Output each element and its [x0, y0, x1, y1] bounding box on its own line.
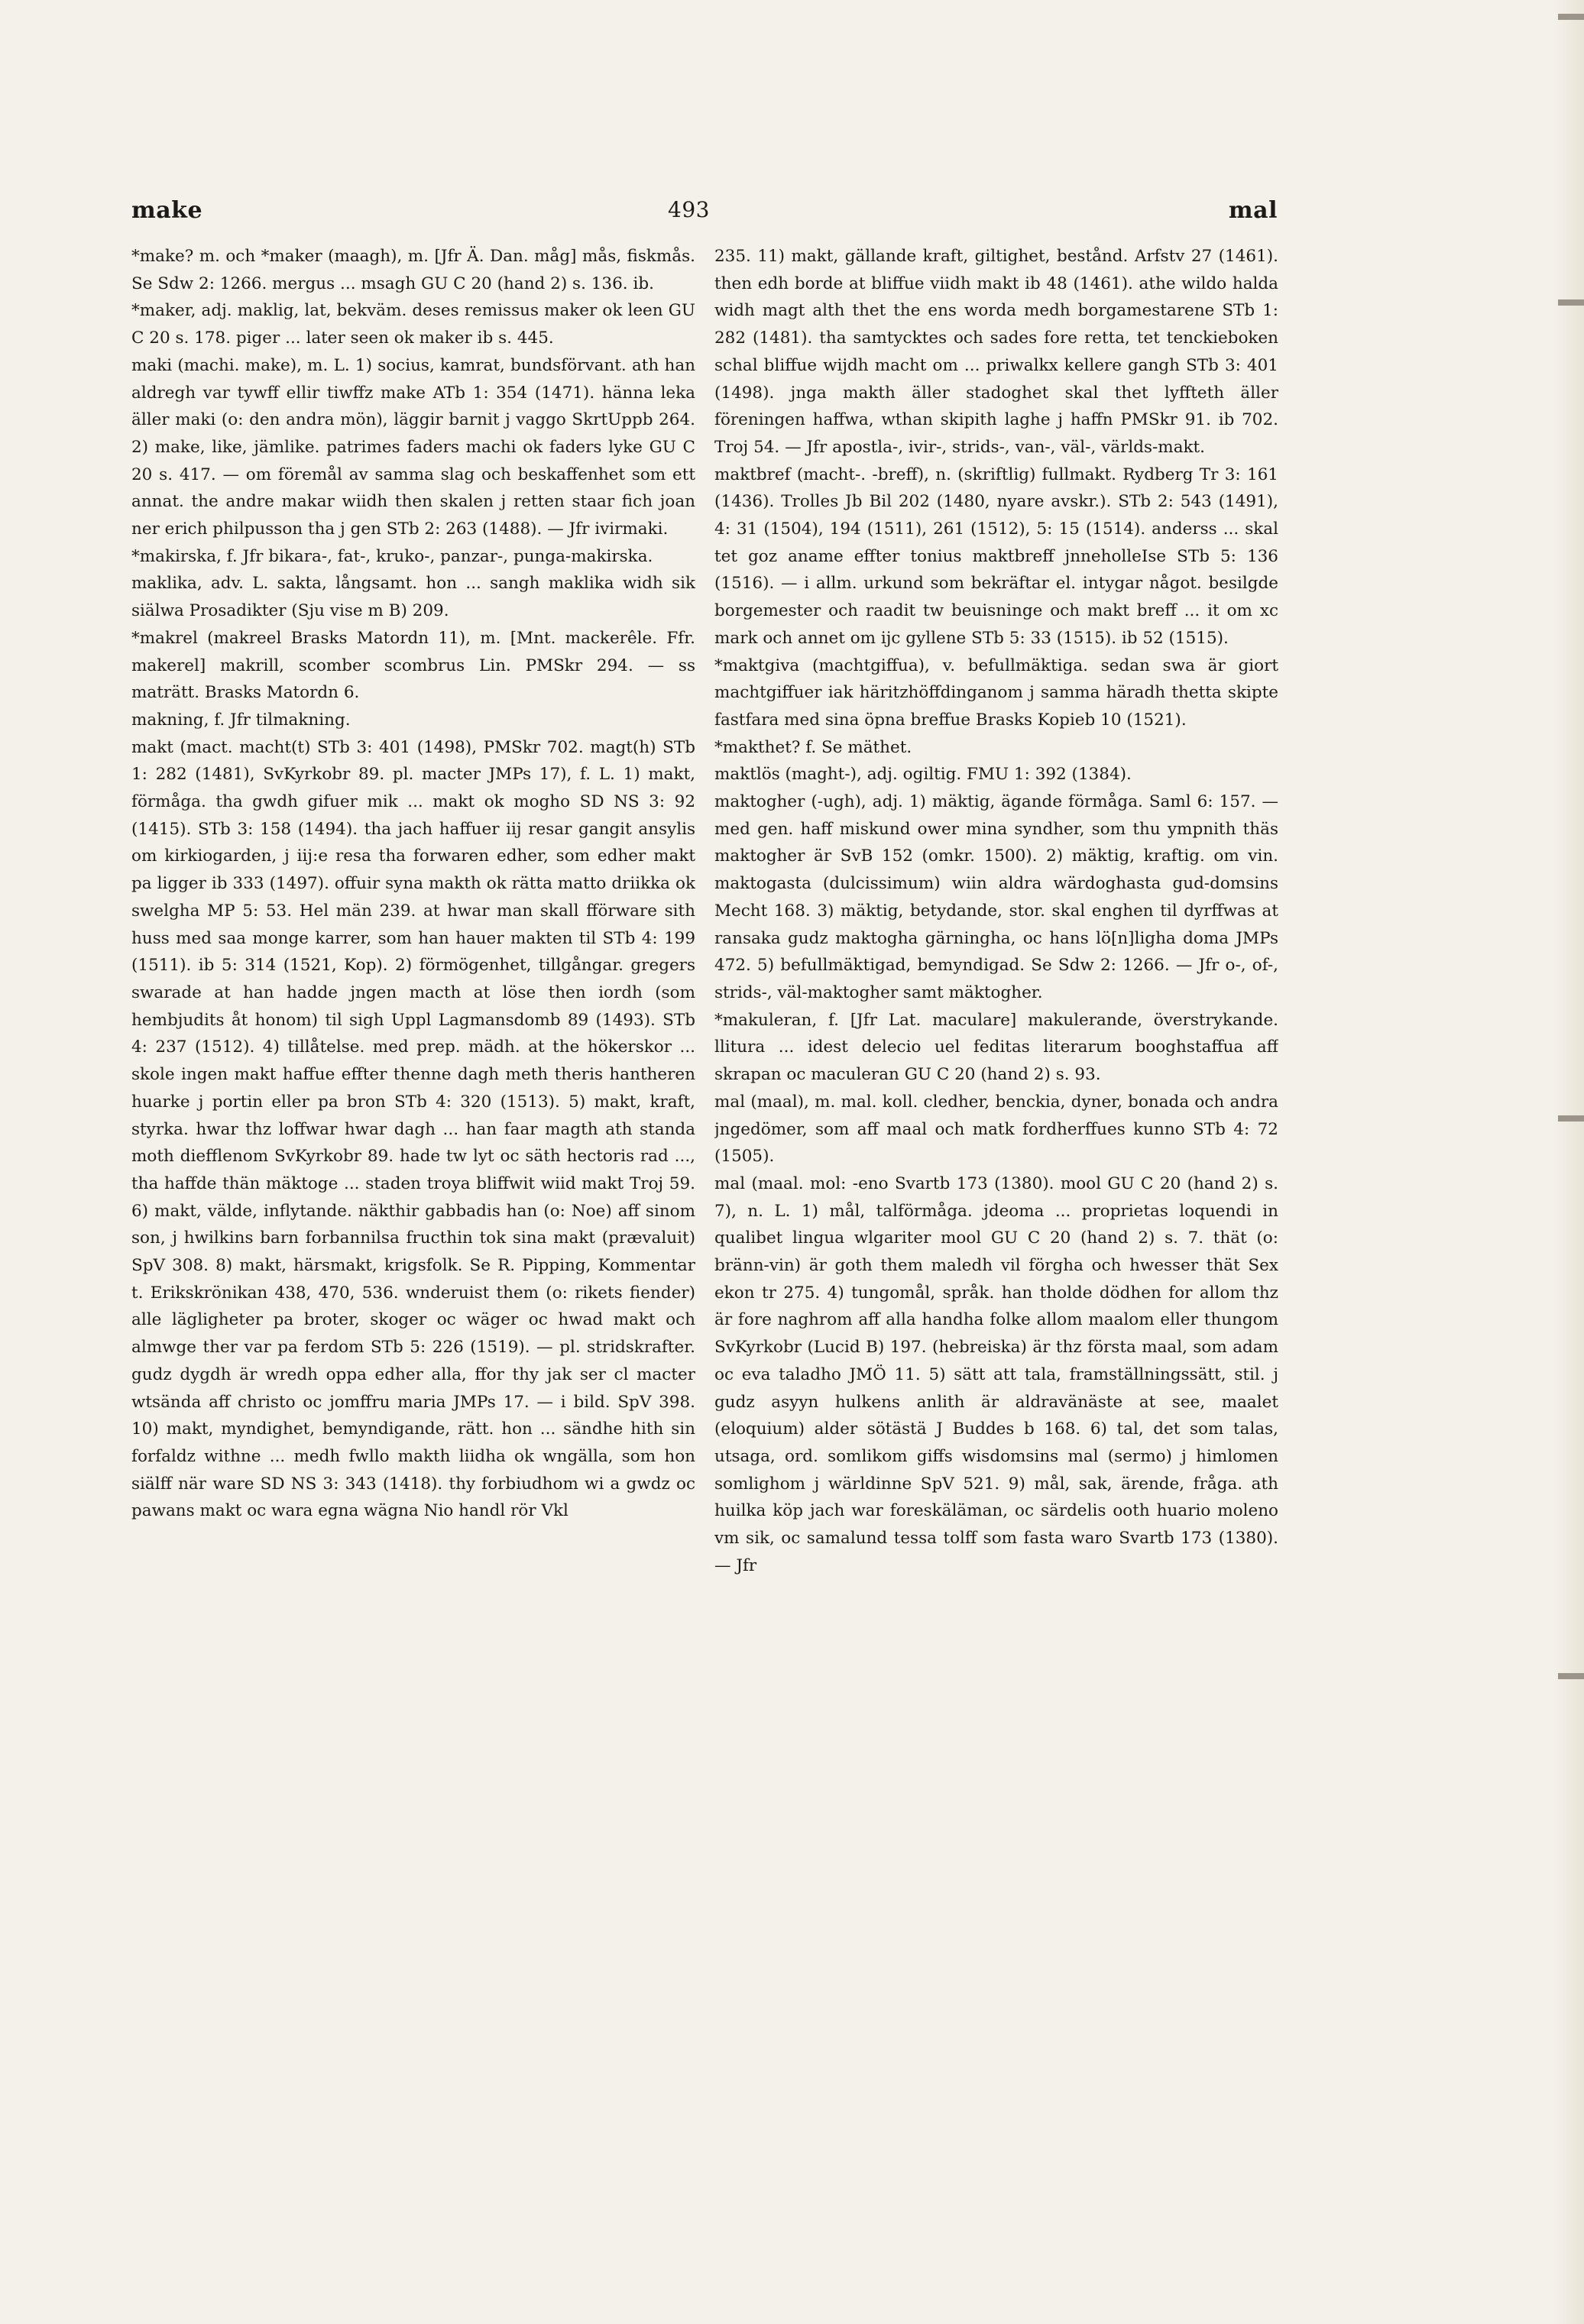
entry-makrel: *makrel (makreel Brasks Matordn 11), m. [Mnt. mackerêle. Ffr. makerel] makrill, scomber scombrus Lin. PMSkr 294. — ss maträtt. Brasks Matordn 6.	[131, 628, 695, 703]
entry-makuleran: *makuleran, f. [Jfr Lat. maculare] makulerande, överstrykande. llitura ... idest delecio uel feditas literarum booghstaffua aff skrapan oc maculeran GU C 20 (hand 2) s. 93.	[714, 1010, 1278, 1085]
entry-maktlos: maktlös (maght-), adj. ogiltig. FMU 1: 392 (1384).	[714, 765, 1132, 785]
entry-mal-language: mal (maal. mol: -eno Svartb 173 (1380). mool GU C 20 (hand 2) s. 7), n. L. 1) mål, talförmåga. jdeoma ... proprietas loquendi in qualibet lingua wlgariter mool GU C 20 (hand 2) s. 7. thät (o: bränn-vin) är goth them maledh vil förgha och hwesser thät Sex ekon tr 275. 4) tungomål, språk. han tholde dödhen for allom thz är fore naghrom aff alla handha folke allom maalom eller thungom SvKyrkobr (Lucid B) 197. (hebreiska) är thz första maal, som adam oc eva taladho JMÖ 11. 5) sätt att tala, framställningssätt, stil. j gudz asyyn hulkens anlith är aldravänäste at see, maalet (eloquium) alder sötästä J Buddes b 168. 6) tal, det som talas, utsaga, ord. somlikom giffs wisdomsins mal (sermo) j himlomen somlighom j wärldinne SpV 521. 9) mål, sak, ärende, fråga. ath huilka köp jach war foreskäläman, oc särdelis ooth huario moleno vm sik, oc samalund tessa tolff som fasta waro Svartb 173 (1380). — Jfr	[714, 1173, 1278, 1575]
entry-maki: maki (machi. make), m. L. 1) socius, kamrat, bundsförvant. ath han aldregh var tywff ellir tiwffz make ATb 1: 354 (1471). hänna leka äller maki (o: den andra mön), läggir barnit j vaggo SkrtUppb 264. 2) make, like, jämlike. patrimes faders machi ok faders lyke GU C 20 s. 417. — om föremål av samma slag och beskaffenhet som ett annat. the andre makar wiidh then skalen j retten staar fich joan ner erich philpusson tha j gen STb 2: 263 (1488). — Jfr ivirmaki.	[131, 355, 695, 539]
entry-maktgiva: *maktgiva (machtgiffua), v. befullmäktiga. sedan swa är giort machtgiffuer iak häritzhöffdinganom j samma häradh thetta skipte fastfara med sina öpna breffue Brasks Kopieb 10 (1521).	[714, 655, 1278, 730]
entry-makning: makning, f. Jfr tilmakning.	[131, 710, 351, 730]
entry-makt: makt (mact. macht(t) STb 3: 401 (1498), PMSkr 702. magt(h) STb 1: 282 (1481), SvKyrkobr 89. pl. macter JMPs 17), f. L. 1) makt, förmåga. tha gwdh gifuer mik ... makt ok mogho SD NS 3: 92 (1415). STb 3: 158 (1494). tha jach haffuer iij resar gangit ansylis om kirkiogarden, j iij:e resa tha forwaren edher, som edher makt pa ligger ib 333 (1497). offuir syna makth ok rätta matto driikka ok swelgha MP 5: 53. Hel män 239. at hwar man skall fförware sith huss med saa monge karrer, som han hauer makten til STb 4: 199 (1511). ib 5: 314 (1521, Kop). 2) förmögenhet, tillgångar. gregers swarade at han hadde jngen macth at löse then iordh (som hembjudits åt honom) til sigh Uppl Lagmansdomb 89 (1493). STb 4: 237 (1512). 4) tillåtelse. med prep. mädh. at the hökerskor ... skole ingen makt haffue effter thenne dagh meth theris hantheren huarke j portin eller pa bron STb 4: 320 (1513). 5) makt, kraft, styrka. hwar thz loffwar hwar dagh ... han faar magth ath standa moth diefflenom SvKyrkobr 89. hade tw lyt oc säth hectoris rad ..., tha haffde thän mäktoge ... staden troya bliffwit wiid makt Troj 59. 6) makt, välde, inflytande. näkthir gabbadis han (o: Noe) aff sinom son, j hwilkins barn forbannilsa fructhin tok sina makt (prævaluit) SpV 308. 8) makt, härsmakt, krigsfolk. Se R. Pipping, Kommentar t. Erikskrönikan 438, 470, 536. wnderuist them (o: rikets fiender) alle lägligheter pa broter, skoger oc wäger oc hwad makt och almwge ther var pa ferdom STb 5: 226 (1519). — pl. stridskrafter. gudz dygdh är wredh oppa edher alla, ffor thy jak ser cl macter wtsända aff christo oc jomffru maria JMPs 17. — i bild. SpV 398. 10) makt, myndighet, bemyndigande, rätt. hon ... sändhe hith sin forfaldz withne ... medh fwllo makth liidha ok wngälla, som hon siälff när ware SD NS 3: 343 (1418). thy forbiudhom wi a gwdz oc pawans makt oc wara egna wägna Nio handl rör Vkl	[131, 737, 695, 1521]
right-column	[714, 243, 1278, 2107]
left-column	[131, 243, 695, 2107]
entry-maktogher: maktogher (-ugh), adj. 1) mäktig, ägande förmåga. Saml 6: 157. — med gen. haff miskund ower mina syndher, som thu ympnith thäs maktogher är SvB 152 (omkr. 1500). 2) mäktig, kraftig. om vin. maktogasta (dulcissimum) wiin aldra wärdoghasta gud-domsins Mecht 168. 3) mäktig, betydande, stor. skal enghen til dyrffwas at ransaka gudz maktogha gärningha, oc hans lö[n]ligha doma JMPs 472. 5) befullmäktigad, bemyndigad. Se Sdw 2: 1266. — Jfr o-, of-, strids-, väl-maktogher samt mäktogher.	[714, 792, 1278, 1002]
right-guide-word: mal	[1228, 197, 1278, 224]
entry-makt-continued: 235. 11) makt, gällande kraft, giltighet, bestånd. Arfstv 27 (1461). then edh borde at bliffue viidh makt ib 48 (1461). athe wildo halda widh magt alth thet the ens worda medh borgamestarene STb 1: 282 (1481). tha samtycktes och sades fore retta, tet tenckieboken schal bliffue wijdh macht om ... priwalkx kellere gangh STb 3: 401 (1498). jnga makth äller stadoghet skal thet lyffteth äller föreningen haffwa, wthan skipith laghe j haffn PMSkr 91. ib 702. Troj 54. — Jfr apostla-, ivir-, strids-, van-, väl-, världs-makt.	[714, 247, 1278, 457]
entry-maklika: maklika, adv. L. sakta, långsamt. hon ... sangh maklika widh sik siälwa Prosadikter (Sju vise m B) 209.	[131, 574, 695, 621]
left-guide-word: make	[131, 197, 203, 224]
running-header	[131, 197, 1278, 228]
page-number: 493	[668, 197, 710, 222]
entry-makthet: *makthet? f. Se mäthet.	[714, 737, 912, 757]
entry-maker: *maker, adj. maklig, lat, bekväm. deses remissus maker ok leen GU C 20 s. 178. piger ... later seen ok maker ib s. 445.	[131, 301, 695, 348]
entry-makirska: *makirska, f. Jfr bikara-, fat-, kruko-, panzar-, punga-makirska.	[131, 546, 653, 566]
entry-maktbref: maktbref (macht-. -breff), n. (skriftlig) fullmakt. Rydberg Tr 3: 161 (1436). Trolles Jb Bil 202 (1480, nyare avskr.). STb 2: 543 (1491), 4: 31 (1504), 194 (1511), 261 (1512), 5: 15 (1514). anderss ... skal tet goz aname effter tonius maktbreff jnneholleIse STb 5: 136 (1516). — i allm. urkund som bekräftar el. intygar något. besilgde borgemester och raadit tw beuisninge och makt breff ... it om xc mark och annet om ijc gyllene STb 5: 33 (1515). ib 52 (1515).	[714, 464, 1278, 648]
entry-make: *make? m. och *maker (maagh), m. [Jfr Ä. Dan. måg] mås, fiskmås. Se Sdw 2: 1266. mergus ... msagh GU C 20 (hand 2) s. 136. ib.	[131, 247, 695, 293]
entry-mal-moth: mal (maal), m. mal. koll. cledher, benckia, dyner, bonada och andra jngedömer, som aff maal och matk fordherffues kunno STb 4: 72 (1505).	[714, 1092, 1278, 1167]
page-edge	[1553, 0, 1584, 2324]
